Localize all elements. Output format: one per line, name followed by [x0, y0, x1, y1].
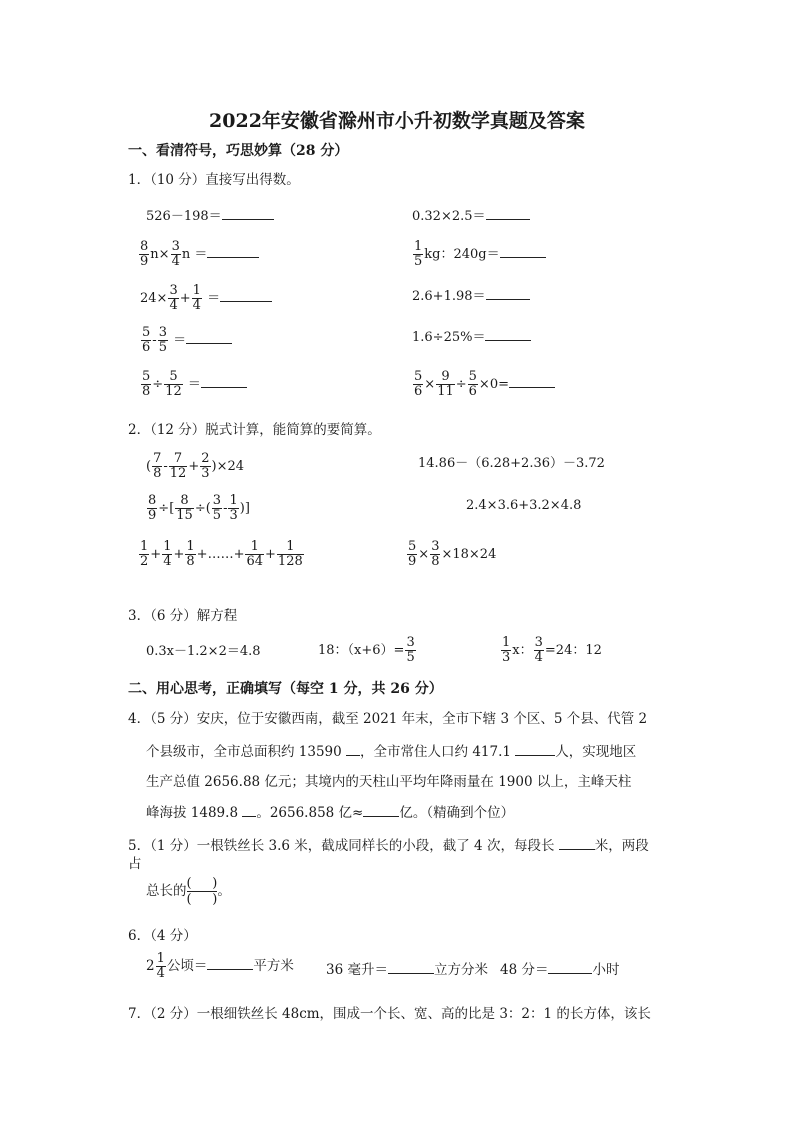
- answer-blank[interactable]: [207, 245, 259, 258]
- fraction: $\frac{9}{11}$: [437, 369, 454, 399]
- fraction: $\frac{3}{5}$: [212, 493, 222, 523]
- fraction: $\frac{3}{5}$: [406, 635, 415, 665]
- q2-item-e: $\frac{1}{2}$ + $\frac{1}{4}$ + $\frac{1}{8}$ +……+ $\frac{1}{64}$ + $\frac{1}{128}$: [140, 539, 303, 569]
- answer-blank[interactable]: [346, 743, 360, 756]
- fraction: $\frac{5}{9}$: [408, 539, 417, 569]
- fraction: $\frac{5}{12}$: [165, 369, 182, 399]
- q1-item-c: $\frac{8}{9}$ n× $\frac{3}{4}$ n ＝: [138, 240, 259, 269]
- q2-item-c: $\frac{8}{9}$ ÷[ $\frac{8}{15}$ ÷( $\frac{3}{5}$ - $\frac{1}{3}$ )]: [148, 493, 250, 523]
- question-6-item-a: 2 $\frac{1}{4}$ 公顷＝ 平方米: [146, 951, 294, 981]
- fraction: $\frac{1}{3}$: [502, 635, 511, 665]
- fraction: $\frac{1}{128}$: [277, 539, 303, 569]
- question-6-item-b: 36 毫升＝ 立方分米: [326, 962, 488, 978]
- answer-blank[interactable]: [220, 289, 272, 302]
- q1-item-e: 24× $\frac{3}{4}$ + $\frac{1}{4}$ ＝: [140, 284, 272, 313]
- question-3: 3．（6 分）解方程: [128, 608, 238, 624]
- fraction: $\frac{5}{6}$: [468, 369, 477, 399]
- q1-item-i: $\frac{5}{8}$ ÷ $\frac{5}{12}$ ＝: [140, 370, 247, 399]
- fraction: $\frac{1}{5}$: [414, 239, 423, 269]
- answer-blank[interactable]: [242, 804, 256, 817]
- fraction: $\frac{3}{4}$: [169, 283, 178, 313]
- fraction: $\frac{3}{5}$: [158, 325, 167, 355]
- fraction: $\frac{3}{4}$: [171, 239, 180, 269]
- answer-blank[interactable]: [201, 375, 247, 388]
- fraction: $\frac{3}{4}$: [534, 635, 543, 665]
- question-4-line-4: 峰海拔 1489.8 。2656.858 亿≈ 亿。（精确到个位）: [146, 805, 515, 821]
- fraction: $\frac{3}{8}$: [431, 539, 440, 569]
- q3-item-b: 18：（x+6）= $\frac{3}{5}$: [318, 635, 415, 665]
- fraction: $\frac{1}{4}$: [163, 539, 172, 569]
- question-5-line-1: 5．（1 分）一根铁丝长 3.6 米，截成同样长的小段，截了 4 次，每段长 米，两段: [128, 838, 649, 854]
- fraction: $\frac{8}{9}$: [148, 493, 157, 523]
- fraction: $\frac{1}{3}$: [229, 493, 238, 523]
- question-4-line-2: 个县级市，全市总面积约 13590 ，全市常住人口约 417.1 人，实现地区: [146, 744, 637, 760]
- q2-item-a: ( $\frac{7}{8}$ - $\frac{7}{12}$ + $\frac{2}{3}$ )×24: [146, 451, 245, 481]
- fraction: $\frac{1}{2}$: [140, 539, 149, 569]
- answer-blank[interactable]: [486, 207, 530, 220]
- question-7: 7．（2 分）一根细铁丝长 48cm，围成一个长、宽、高的比是 3：2：1 的长方体，该长: [128, 1006, 651, 1022]
- q1-item-a: 526－198＝: [146, 205, 274, 224]
- section-2-heading: 二、用心思考，正确填写（每空 1 分，共 26 分）: [128, 681, 443, 697]
- q1-item-d: $\frac{1}{5}$ kg：240g＝: [412, 240, 546, 269]
- question-5-line-2: 占: [128, 856, 142, 872]
- q1-item-f: 2.6+1.98＝: [412, 285, 530, 304]
- answer-blank[interactable]: [485, 328, 531, 341]
- fraction: $\frac{5}{8}$: [142, 369, 151, 399]
- q2-item-f: $\frac{5}{9}$ × $\frac{3}{8}$ ×18×24: [408, 539, 497, 569]
- answer-blank[interactable]: [222, 207, 274, 220]
- question-6: 6．（4 分）: [128, 928, 197, 944]
- question-4-line-3: 生产总值 2656.88 亿元；其境内的天柱山平均年降雨量在 1900 以上，主峰天柱: [146, 774, 632, 790]
- answer-blank[interactable]: [509, 375, 555, 388]
- q3-item-a: 0.3x－1.2×2＝4.8: [146, 644, 261, 659]
- answer-blank[interactable]: [500, 245, 546, 258]
- answer-blank[interactable]: [515, 743, 555, 756]
- question-6-item-c: 48 分＝ 小时: [500, 962, 620, 978]
- fraction: $\frac{5}{6}$: [414, 369, 423, 399]
- answer-blank[interactable]: [207, 957, 253, 970]
- fraction: $\frac{1}{8}$: [186, 539, 195, 569]
- fraction: $\frac{5}{6}$: [142, 325, 151, 355]
- fraction: $\frac{7}{8}$: [153, 451, 162, 481]
- q1-item-j: $\frac{5}{6}$ × $\frac{9}{11}$ ÷ $\frac{5}{6}$ ×0=: [412, 370, 555, 399]
- section-1-heading: 一、看清符号，巧思妙算（28 分）: [128, 143, 349, 159]
- q2-item-d: 2.4×3.6+3.2×4.8: [466, 498, 582, 513]
- fraction: $\frac{2}{3}$: [201, 451, 210, 481]
- answer-blank[interactable]: [388, 961, 434, 974]
- fraction: $\frac{1}{64}$: [246, 539, 264, 569]
- q1-item-g: $\frac{5}{6}$ - $\frac{3}{5}$ ＝: [140, 326, 232, 355]
- fraction-blank[interactable]: ( ) ( ): [186, 876, 218, 907]
- fraction: $\frac{8}{9}$: [140, 239, 149, 269]
- question-1: 1．（10 分）直接写出得数。: [128, 172, 300, 188]
- q1-item-b: 0.32×2.5＝: [412, 205, 530, 224]
- page-title: 2022年安徽省滁州市小升初数学真题及答案: [209, 110, 585, 132]
- fraction: $\frac{1}{4}$: [192, 283, 201, 313]
- question-4-line-1: 4．（5 分）安庆，位于安徽西南，截至 2021 年末，全市下辖 3 个区、5 个县、代管 2: [128, 711, 648, 727]
- fraction: $\frac{8}{15}$: [176, 493, 193, 523]
- question-5-line-3: 总长的 ( ) ( ) 。: [146, 876, 231, 907]
- q3-item-c: $\frac{1}{3}$ x： $\frac{3}{4}$ =24：12: [502, 635, 602, 665]
- answer-blank[interactable]: [363, 804, 399, 817]
- answer-blank[interactable]: [486, 287, 530, 300]
- answer-blank[interactable]: [186, 331, 232, 344]
- q1-item-h: 1.6÷25%＝: [412, 326, 531, 345]
- question-2: 2．（12 分）脱式计算，能简算的要简算。: [128, 422, 381, 438]
- answer-blank[interactable]: [548, 961, 592, 974]
- q2-item-b: 14.86－（6.28+2.36）－3.72: [418, 456, 605, 471]
- fraction: $\frac{7}{12}$: [169, 451, 187, 481]
- answer-blank[interactable]: [559, 837, 595, 850]
- fraction: $\frac{1}{4}$: [156, 951, 165, 981]
